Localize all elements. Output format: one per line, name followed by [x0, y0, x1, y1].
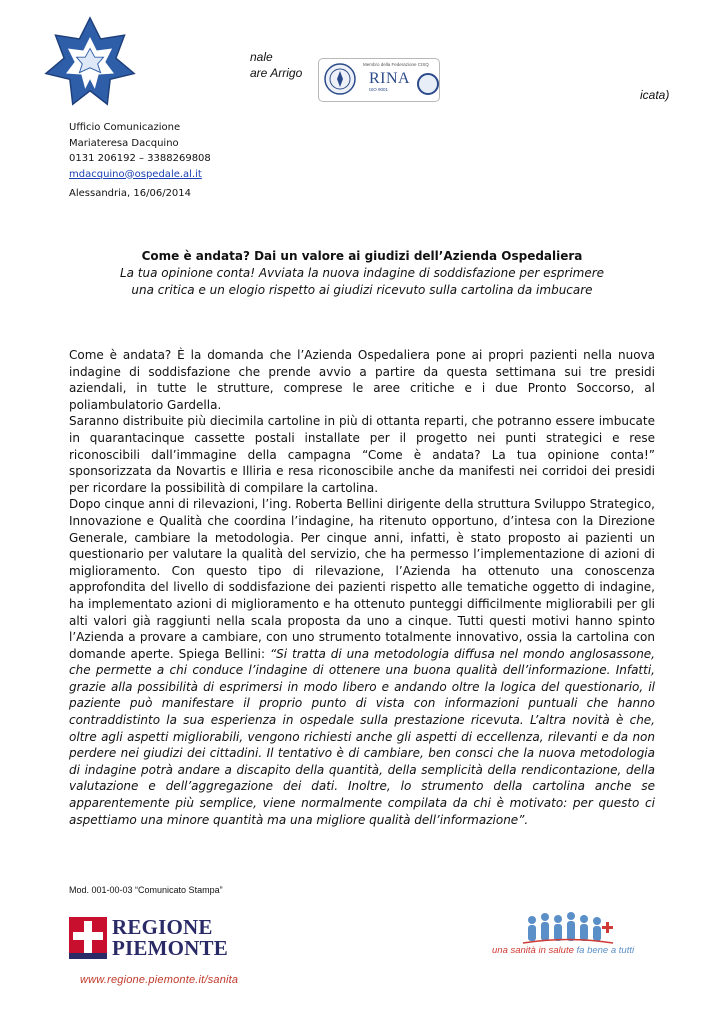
title-block [62, 248, 662, 299]
website-link[interactable]: www.regione.piemonte.it/sanita [80, 974, 239, 986]
contact-email-link[interactable]: mdacquino@ospedale.al.it [69, 168, 202, 180]
paragraph-2: Saranno distribuite più diecimila cartoline in più di ottanta reparti, che potranno essere imbucate in quarantacinque cassette postali installate per il progetto nei punti strategici e rese riconoscibili dall’immagine della campagna “Come è andata? La tua opinione conta!” sponsorizzata da Novartis e Illiria e resa riconoscibile anche da manifesti nei corridoi dei presidi per ricordare la possibilità di compilare la cartolina. [69, 414, 655, 495]
header-fragment-1: nale [250, 50, 273, 64]
module-code: Mod. 001-00-03 “Comunicato Stampa” [69, 885, 223, 895]
contact-block [69, 120, 211, 182]
paragraph-1: Come è andata? È la domanda che l’Azienda Ospedaliera pone ai propri pazienti nella nuova indagine di soddisfazione che prende avvio a partire da questa settimana sui tre presidi aziendali, in tutte le strutture, comprese le aree critiche e i due Pronto Soccorso, al poliambulatorio Gardella. [69, 348, 655, 412]
contact-phone: 0131 206192 – 3388269808 [69, 153, 211, 164]
subtitle-line-2: una critica e un elogio rispetto ai giudizi ricevuto sulla cartolina da imbucare [131, 283, 593, 297]
paragraph-3-text: Dopo cinque anni di rilevazioni, l’ing. Roberta Bellini dirigente della struttura Sviluppo Strategico, Innovazione e Qualità che coordina l’indagine, ha ritenuto opportuno, d’intesa con la Direzione Generale, cambiare la metodologia. Per cinque anni, infatti, è stato proposto ai pazienti un questionario per valutare la qualità del servizio, che ha permesso l’implementazione di azioni di miglioramento. Con questo tipo di rilevazione, l’Azienda ha ottenuto una conoscenza approfondita del livello di soddisfazione dei pazienti rispetto alle tematiche oggetto di indagine, ha implementato azioni di miglioramento e ha ottenuto punteggi difficilmente migliorabili per gli alti valori già raggiunti nella scala proposta da uno a cinque. Tutti questi motivi hanno spinto l’Azienda a provare a cambiare, con uno strumento totalmente innovativo, ossia la cartolina con domande aperte. Spiega Bellini: [69, 497, 655, 661]
rina-name: RINA [369, 70, 411, 87]
rina-small-text: Membro della Federazione CISQ [363, 62, 429, 67]
regione-piemonte-crest-icon [69, 917, 107, 959]
people-group-icon [518, 908, 618, 946]
rina-seal-icon [323, 62, 357, 96]
slogan-red: una sanità in salute [492, 945, 574, 956]
paragraph-3 [69, 496, 655, 828]
article-body [69, 347, 655, 828]
slogan-blue: fa bene a tutti [576, 945, 635, 956]
header-fragment-2: are Arrigo [250, 66, 303, 80]
rina-iso: ISO 9001 [369, 87, 389, 92]
page-title: Come è andata? Dai un valore ai giudizi dell’Azienda Ospedaliera [141, 249, 583, 263]
health-slogan [492, 945, 634, 956]
contact-person: Mariateresa Dacquino [69, 137, 179, 149]
regione-piemonte-wordmark [112, 917, 228, 959]
header-fragment-3: icata) [640, 88, 670, 102]
regione-line-1: REGIONE [112, 915, 213, 939]
iqnet-icon [417, 73, 439, 95]
subtitle-line-1: La tua opinione conta! Avviata la nuova indagine di soddisfazione per esprimere [119, 266, 605, 280]
date: Alessandria, 16/06/2014 [69, 188, 192, 199]
contact-office: Ufficio Comunicazione [69, 122, 181, 133]
rina-certification-logo [318, 58, 440, 102]
hospital-star-logo [42, 14, 138, 110]
bellini-quote: “Si tratta di una metodologia diffusa nel mondo anglosassone, che permette a chi conduce l’indagine di ottenere una buona qualità dell’informazione. Infatti, grazie alla possibilità di esprimersi in modo libero e andando oltre la logica del questionario, il paziente può manifestare il proprio punto di vista con informazioni puntuali che hanno contraddistinto la sua esperienza in ospedale sulla prestazione ricevuta. L’altra novità è che, oltre agli aspetti migliorabili, vengono richiesti anche gli aspetti di eccellenza, rilevanti e da non perdere nei giudizi dei cittadini. Il tentativo è di cambiare, ben consci che la nuova metodologia di indagine potrà andare a discapito della quantità, della semplicità della rendicontazione, della valutazione e dell’aggregazione dei dati. Inoltre, lo strumento della cartolina anche se apparentemente più semplice, viene normalmente compilata da chi è motivato: per questo ci aspettiamo una minore quantità ma una migliore qualità dell’informazione”. [69, 646, 655, 827]
regione-line-2: PIEMONTE [112, 936, 228, 960]
